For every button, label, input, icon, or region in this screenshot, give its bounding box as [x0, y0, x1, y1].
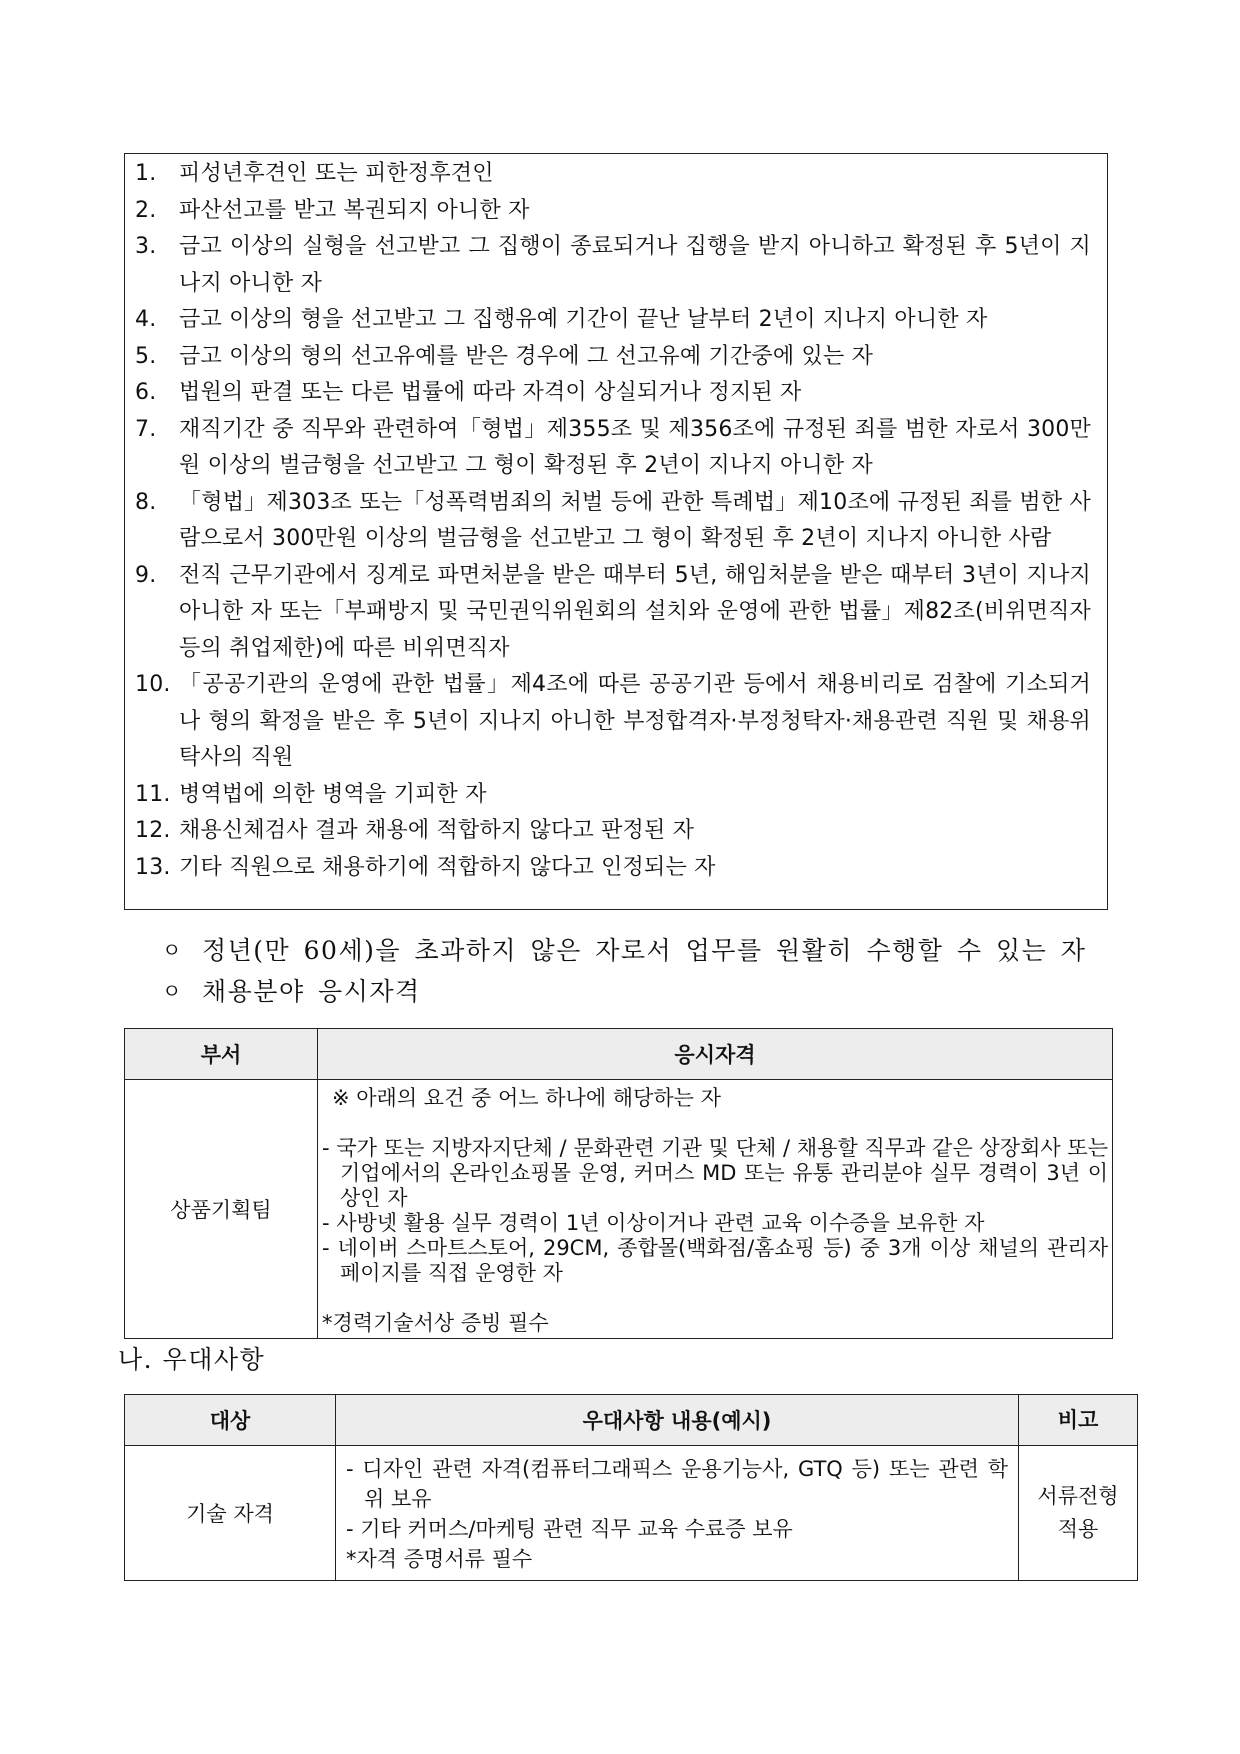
list-item: 1. 피성년후견인 또는 피한정후견인 — [135, 161, 494, 186]
list-item: 11. 병역법에 의한 병역을 기피한 자 — [135, 781, 487, 807]
remark-cell: 서류전형 적용 — [1019, 1446, 1138, 1581]
qualification-table — [124, 1028, 1113, 1339]
qualification-item: - 사방넷 활용 실무 경력이 1년 이상이거나 관련 교육 이수증을 보유한 자 — [322, 1211, 985, 1235]
qualification-item: - 국가 또는 지방자지단체 / 문화관련 기관 및 단체 / 채용할 직무과 같은 상장회사 또는 기업에서의 온라인쇼핑몰 운영, 커머스 MD 또는 유통 관리분야 실무 경력이 3년 이상인 자 — [322, 1136, 1108, 1210]
table-row — [125, 1080, 1113, 1339]
list-item: 4. 금고 이상의 형을 선고받고 그 집행유예 기간이 끝난 날부터 2년이 지나지 아니한 자 — [135, 307, 988, 332]
qualification-item: - 네이버 스마트스토어, 29CM, 종합몰(백화점/홈쇼핑 등) 중 3개 이상 채널의 관리자 페이지를 직접 운영한 자 — [322, 1236, 1108, 1285]
table-header-row — [125, 1029, 1113, 1080]
list-item: 7. 재직기간 중 직무와 관련하여「형법」제355조 및 제356조에 규정된 죄를 범한 자로서 300만원 이상의 벌금형을 선고받고 그 형이 확정된 후 2년이 지나지 아니한 자 — [135, 416, 1091, 478]
table-header-row — [125, 1395, 1138, 1446]
header-target: 대상 — [125, 1395, 336, 1446]
preference-footnote: *자격 증명서류 필수 — [346, 1547, 533, 1571]
list-item: 5. 금고 이상의 형의 선고유예를 받은 경우에 그 선고유예 기간중에 있는 자 — [135, 343, 874, 369]
qualification-note: ※ 아래의 요건 중 어느 하나에 해당하는 자 — [332, 1086, 721, 1110]
list-item: 12. 채용신체검사 결과 채용에 적합하지 않다고 판정된 자 — [135, 818, 695, 843]
list-item: 6. 법원의 판결 또는 다른 법률에 따라 자격이 상실되거나 정지된 자 — [135, 380, 802, 405]
preference-item: - 기타 커머스/마케팅 관련 직무 교육 수료증 보유 — [346, 1517, 793, 1541]
content-cell — [336, 1446, 1019, 1581]
header-content: 우대사항 내용(예시) — [336, 1395, 1019, 1446]
list-item: 8. 「형법」제303조 또는「성폭력범죄의 처벌 등에 관한 특례법」제10조에 규정된 죄를 범한 사람으로서 300만원 이상의 벌금형을 선고받고 그 형이 확정된 후 2년이 지나지 아니한 사람 — [135, 489, 1091, 551]
bullet-mark: ㅇ — [162, 979, 183, 1003]
list-item: 10. 「공공기관의 운영에 관한 법률」제4조에 따른 공공기관 등에서 채용비리로 검찰에 기소되거나 형의 확정을 받은 후 5년이 지나지 아니한 부정합격자·부정청탁자·채용관련 직원 및 채용위탁사의 직원 — [135, 672, 1091, 770]
disqualification-box — [124, 153, 1108, 910]
requirement-bullets — [162, 930, 1102, 1012]
header-dept: 부서 — [125, 1029, 318, 1080]
qualification-cell — [318, 1080, 1113, 1339]
age-requirement: ㅇ 정년(만 60세)을 초과하지 않은 자로서 업무를 원활히 수행할 수 있는 자 — [162, 930, 1102, 971]
table-row — [125, 1446, 1138, 1581]
target-cell: 기술 자격 — [125, 1446, 336, 1581]
dept-cell: 상품기획팀 — [125, 1080, 318, 1339]
list-item: 13. 기타 직원으로 채용하기에 적합하지 않다고 인정되는 자 — [135, 854, 716, 880]
bullet-mark: ㅇ — [162, 938, 183, 962]
preference-item: - 디자인 관련 자격(컴퓨터그래픽스 운용기능사, GTQ 등) 또는 관련 학위 보유 — [346, 1457, 1008, 1511]
preference-table — [124, 1394, 1138, 1581]
disqualification-list — [135, 156, 1091, 886]
header-remark: 비고 — [1019, 1395, 1138, 1446]
list-item: 2. 파산선고를 받고 복권되지 아니한 자 — [135, 197, 530, 223]
section-title: 나. 우대사항 — [118, 1345, 266, 1374]
qualification-footnote: *경력기술서상 증빙 필수 — [322, 1311, 549, 1335]
list-item: 3. 금고 이상의 실형을 선고받고 그 집행이 종료되거나 집행을 받지 아니하고 확정된 후 5년이 지나지 아니한 자 — [135, 234, 1091, 296]
list-item: 9. 전직 근무기관에서 징계로 파면처분을 받은 때부터 5년, 해임처분을 받은 때부터 3년이 지나지 아니한 자 또는「부패방지 및 국민권익위원회의 설치와 운영에 관한 법률」제82조(비위면직자 등의 취업제한)에 따른 비위면직자 — [135, 562, 1091, 661]
header-qualification: 응시자격 — [318, 1029, 1113, 1080]
field-requirement: ㅇ 채용분야 응시자격 — [162, 971, 1102, 1012]
